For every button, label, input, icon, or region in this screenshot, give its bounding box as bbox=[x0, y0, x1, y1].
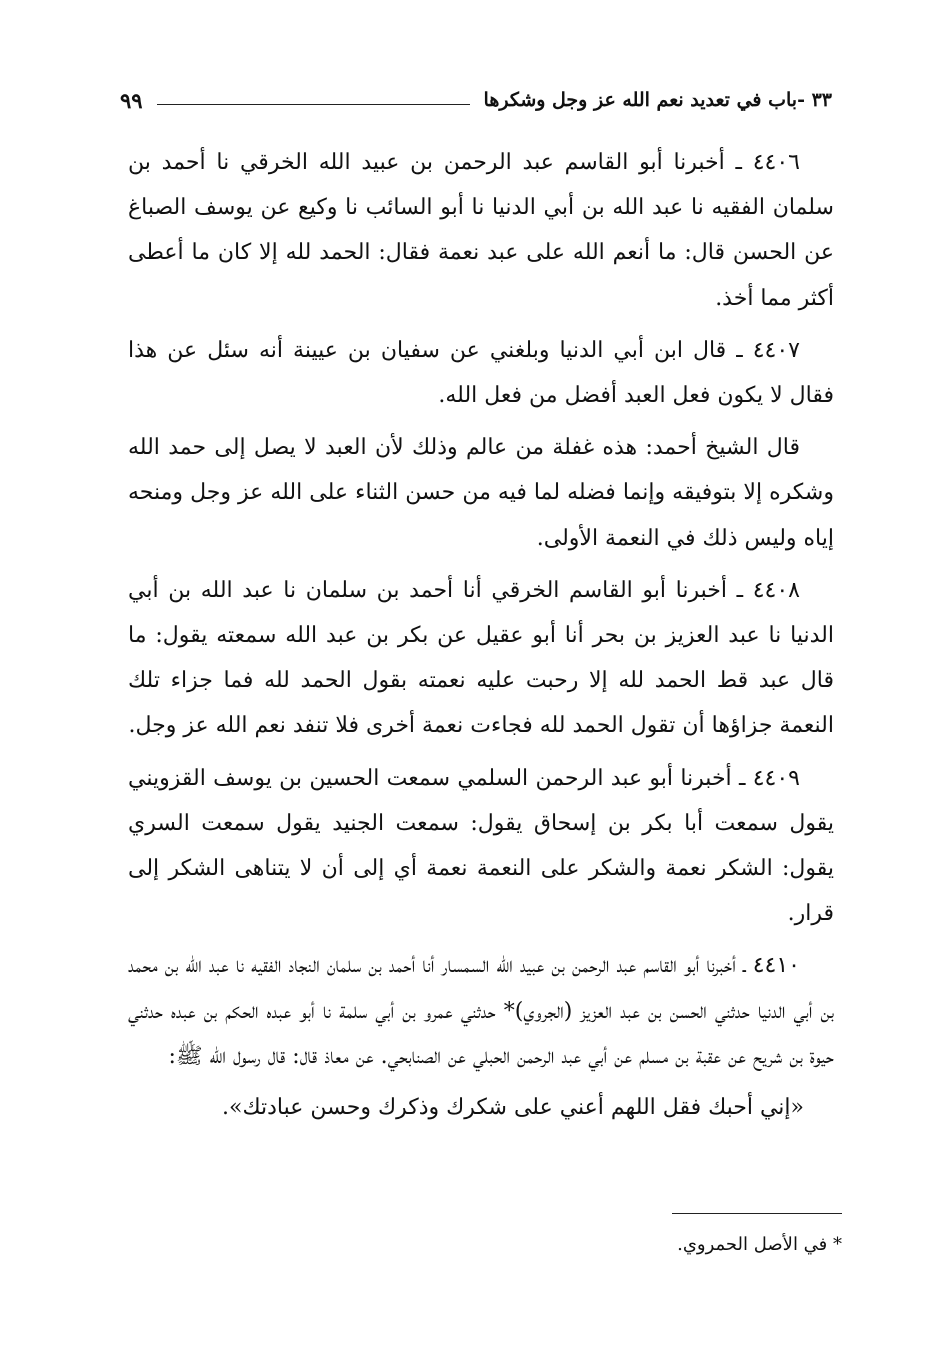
paragraph-sheikh-comment: قال الشيخ أحمد: هذه غفلة من عالم وذلك لأن العبد لا يصل إلى حمد الله وشكره إلا بتوفيقه وإنما فضله لما فيه من حسن الثناء على الله عز وجل ومنحه إياه وليس ذلك في النعمة الأولى. bbox=[128, 435, 834, 551]
chapter-title: ٣٣ -باب في تعديد نعم الله عز وجل وشكرها bbox=[483, 89, 832, 111]
paragraph-4407: ٤٤٠٧ ـ قال ابن أبي الدنيا وبلغني عن سفيان بن عيينة أنه سئل عن هذا فقال لا يكون فعل العبد أفضل من فعل الله. bbox=[128, 337, 834, 409]
paragraph-4410: ٤٤١٠ ـ أخبرنا أبو القاسم عبد الرحمن بن عبيد الله السمسار أنا أحمد بن سلمان النجاد الفقيه نا عبد الله بن محمد بن أبي الدنيا حدثني الحسن بن عبد العزيز (الجروي)* حدثني عمرو بن أبي سلمة نا أبو عبده الحكم بن عبده حدثني حيوة بن شريح عن عقبة بن مسلم عن أبي عبد الرحمن الحبلي عن الصنابحي. عن معاذ قال: قال رسول الله ﷺ: bbox=[128, 953, 834, 1069]
main-text bbox=[128, 140, 834, 1130]
hadith-quote: «إني أحبك فقل اللهم أعني على شكرك وذكرك وحسن عبادتك». bbox=[221, 1095, 804, 1121]
paragraph-4406: ٤٤٠٦ ـ أخبرنا أبو القاسم عبد الرحمن بن عبيد الله الخرقي نا أحمد بن سلمان الفقيه نا عبد الله بن أبي الدنيا نا أبو السائب نا وكيع عن يوسف الصباغ عن الحسن قال: ما أنعم الله على عبد نعمة فقال: الحمد لله إلا كان ما أعطى أكثر مما أخذ. bbox=[128, 150, 834, 311]
paragraph-4408: ٤٤٠٨ ـ أخبرنا أبو القاسم الخرقي أنا أحمد بن سلمان نا عبد الله بن أبي الدنيا نا عبد العزيز بن بحر أنا أبو عقيل عن بكر بن عبد الله سمعته يقول: ما قال عبد قط الحمد لله إلا رحبت عليه نعمته بقول الحمد لله فما جزاء تلك النعمة جزاؤها أن تقول الحمد لله فجاءت نعمة أخرى فلا تنفد نعم الله عز وجل. bbox=[128, 577, 834, 739]
page-number: ٩٩ bbox=[120, 87, 143, 113]
footnote: * في الأصل الحمروي. bbox=[677, 1234, 842, 1255]
header-rule bbox=[157, 104, 470, 105]
footnote-rule bbox=[672, 1213, 842, 1214]
running-header bbox=[120, 84, 832, 116]
paragraph-4409: ٤٤٠٩ ـ أخبرنا أبو عبد الرحمن السلمي سمعت الحسين بن يوسف القزويني يقول سمعت أبا بكر بن إسحاق يقول: سمعت الجنيد يقول سمعت السري يقول: الشكر نعمة والشكر على النعمة نعمة أي إلى أن لا يتناهى الشكر إلى قرار. bbox=[128, 765, 834, 927]
